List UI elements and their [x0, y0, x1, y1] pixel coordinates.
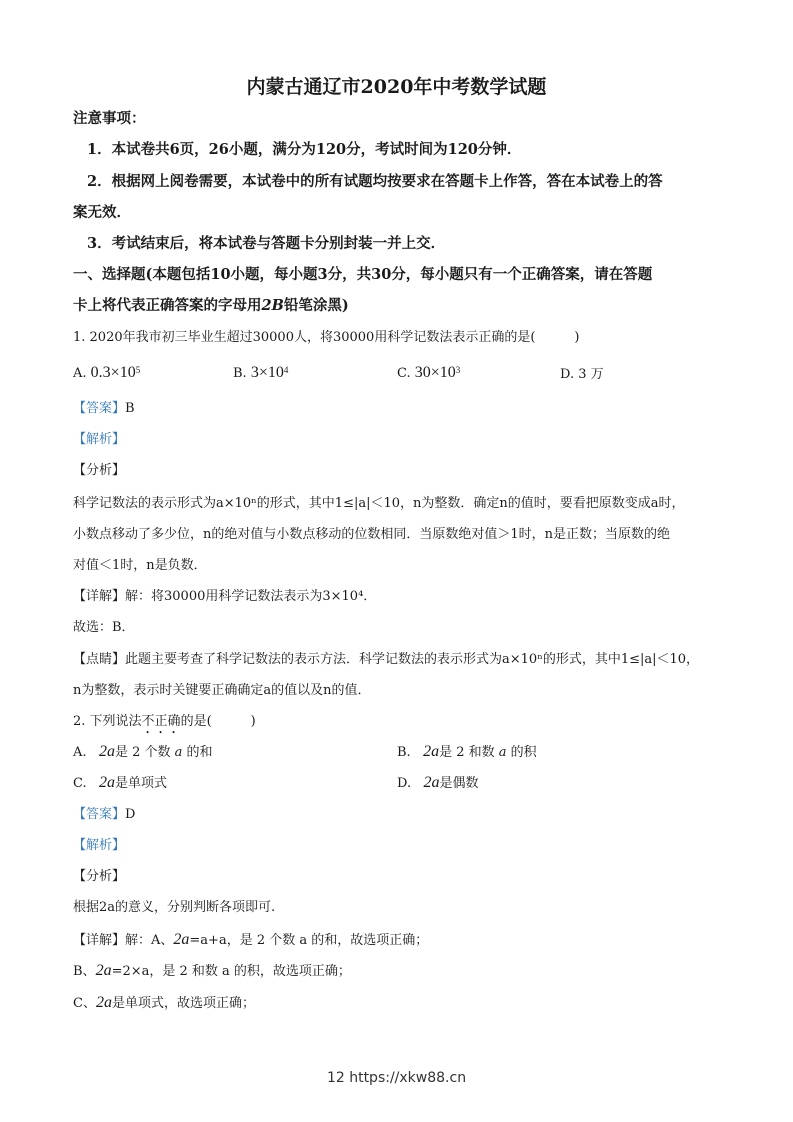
fenxi-line: 小数点移动了多少位，n的绝对值与小数点移动的位数相同．当原数绝对值＞1时，n是正数；当原数的绝: [73, 527, 671, 542]
choose-line: 故选：B．: [73, 620, 135, 635]
answer-line: [73, 399, 135, 419]
option-text: 的积: [506, 745, 537, 760]
notice-heading: 注意事项：: [73, 110, 146, 127]
detail-line: [73, 961, 351, 982]
option-label: A.: [73, 745, 87, 760]
detail-expr: 2a: [95, 962, 112, 979]
option-text: 是偶数: [439, 776, 479, 791]
analysis-tag: 【解析】: [73, 432, 126, 447]
section-heading: 一、选择题(本题包括10小题，每小题3分，共30分，每小题只有一个正确答案，请在答题: [73, 266, 653, 283]
expr-base: 30×10: [414, 364, 456, 381]
detail-tag: 【详解】: [73, 589, 126, 604]
fenxi-tag: 【分析】: [73, 463, 126, 478]
section-text: 铅笔涂黑): [283, 297, 349, 314]
option-a: [73, 742, 213, 763]
expr-base: 3×10: [250, 364, 284, 381]
detail-text: =2×a，是 2 和数 a 的积，故选项正确；: [111, 964, 351, 979]
fenxi-line: 根据2a的意义，分别判断各项即可.: [73, 900, 276, 915]
option-expr: 2a: [423, 743, 440, 760]
comment-text: 此题主要考查了科学记数法的表示方法．科学记数法的表示形式为a×10ⁿ的形式，其中1≤|a|＜10，: [125, 652, 700, 667]
answer-tag: 【答案】: [73, 807, 126, 822]
detail-line: [73, 993, 255, 1014]
comment-tag: 【点睛】: [73, 652, 126, 667]
option-c: [397, 363, 460, 384]
detail-text: 解：A、: [125, 933, 174, 948]
option-expr: 2a: [423, 774, 440, 791]
detail-expr: 2a: [95, 994, 112, 1011]
option-text: 是 2 和数: [439, 745, 499, 760]
stem-text: 2. 下列说法: [73, 714, 142, 729]
option-b: [233, 363, 288, 384]
option-label: C.: [73, 776, 87, 791]
detail-text: 是单项式，故选项正确；: [111, 996, 255, 1011]
detail-text: =a+a，是 2 个数 a 的和，故选项正确；: [189, 933, 429, 948]
fenxi-line: 对值＜1时，n是负数．: [73, 558, 207, 573]
option-text: 是 2 个数: [114, 745, 175, 760]
option-expr: [415, 364, 461, 381]
detail-expr: 2a: [173, 931, 190, 948]
section-var: 2B: [261, 297, 284, 314]
section-text: 卡上将代表正确答案的字母用: [73, 297, 262, 314]
answer-tag: 【答案】: [73, 401, 126, 416]
fenxi-line: 科学记数法的表示形式为a×10ⁿ的形式，其中1≤|a|＜10，n为整数．确定n的值时，要看把原数变成a时，: [73, 496, 685, 511]
option-label: D.: [397, 776, 412, 791]
section-heading-cont: [73, 296, 349, 316]
option-text: 的和: [182, 745, 213, 760]
answer-value: D: [125, 807, 136, 822]
expr-base: 0.3×10: [90, 364, 136, 381]
fenxi-tag: 【分析】: [73, 869, 126, 884]
option-expr: 2a: [98, 743, 115, 760]
expr-exp: 3: [455, 365, 461, 375]
detail-text: B、: [73, 964, 96, 979]
comment-line: [73, 650, 699, 670]
option-text: 3 万: [578, 367, 604, 382]
option-d: [560, 365, 604, 385]
option-text: 是单项式: [115, 776, 168, 791]
stem-text: 的是( ): [180, 714, 256, 729]
option-expr: [251, 364, 289, 381]
detail-line: [73, 587, 376, 607]
detail-tag: 【详解】: [73, 933, 126, 948]
option-c: [73, 773, 167, 794]
expr-exp: 5: [135, 365, 141, 375]
option-var: a: [174, 745, 183, 760]
answer-line: [73, 805, 135, 825]
option-b: [397, 742, 537, 763]
page-footer: 12 https://xkw88.cn: [326, 1070, 467, 1086]
comment-line: n为整数，表示时关键要正确确定a的值以及n的值．: [73, 683, 371, 698]
question-stem: 1. 2020年我市初三毕业生超过30000人，将30000用科学记数法表示正确的是( ): [73, 330, 580, 345]
notice-item: 3．考试结束后，将本试卷与答题卡分别封装一并上交．: [87, 235, 446, 252]
option-label: B.: [397, 745, 411, 760]
option-label: C.: [397, 366, 411, 381]
stem-emphasis: 不正确: [141, 714, 181, 729]
option-a: [73, 363, 140, 384]
notice-item: 1．本试卷共6页，26小题，满分为120分，考试时间为120分钟．: [87, 141, 522, 158]
detail-text: C、: [73, 996, 96, 1011]
notice-item: 2．根据网上阅卷需要，本试卷中的所有试题均按要求在答题卡上作答，答在本试卷上的答: [87, 173, 663, 190]
page-title: 内蒙古通辽市2020年中考数学试题: [246, 76, 547, 98]
expr-exp: 4: [283, 365, 289, 375]
option-expr: [91, 364, 141, 381]
option-label: B.: [233, 366, 247, 381]
option-label: D.: [560, 367, 575, 382]
detail-text: 解：将30000用科学记数法表示为3×10⁴．: [125, 589, 377, 604]
question-stem: [73, 712, 256, 737]
option-d: [397, 773, 479, 794]
detail-line: [73, 930, 428, 951]
notice-item: 案无效．: [73, 204, 131, 221]
option-var: a: [498, 745, 507, 760]
option-expr: 2a: [99, 774, 116, 791]
answer-value: B: [125, 401, 135, 416]
option-label: A.: [73, 366, 87, 381]
analysis-tag: 【解析】: [73, 838, 126, 853]
